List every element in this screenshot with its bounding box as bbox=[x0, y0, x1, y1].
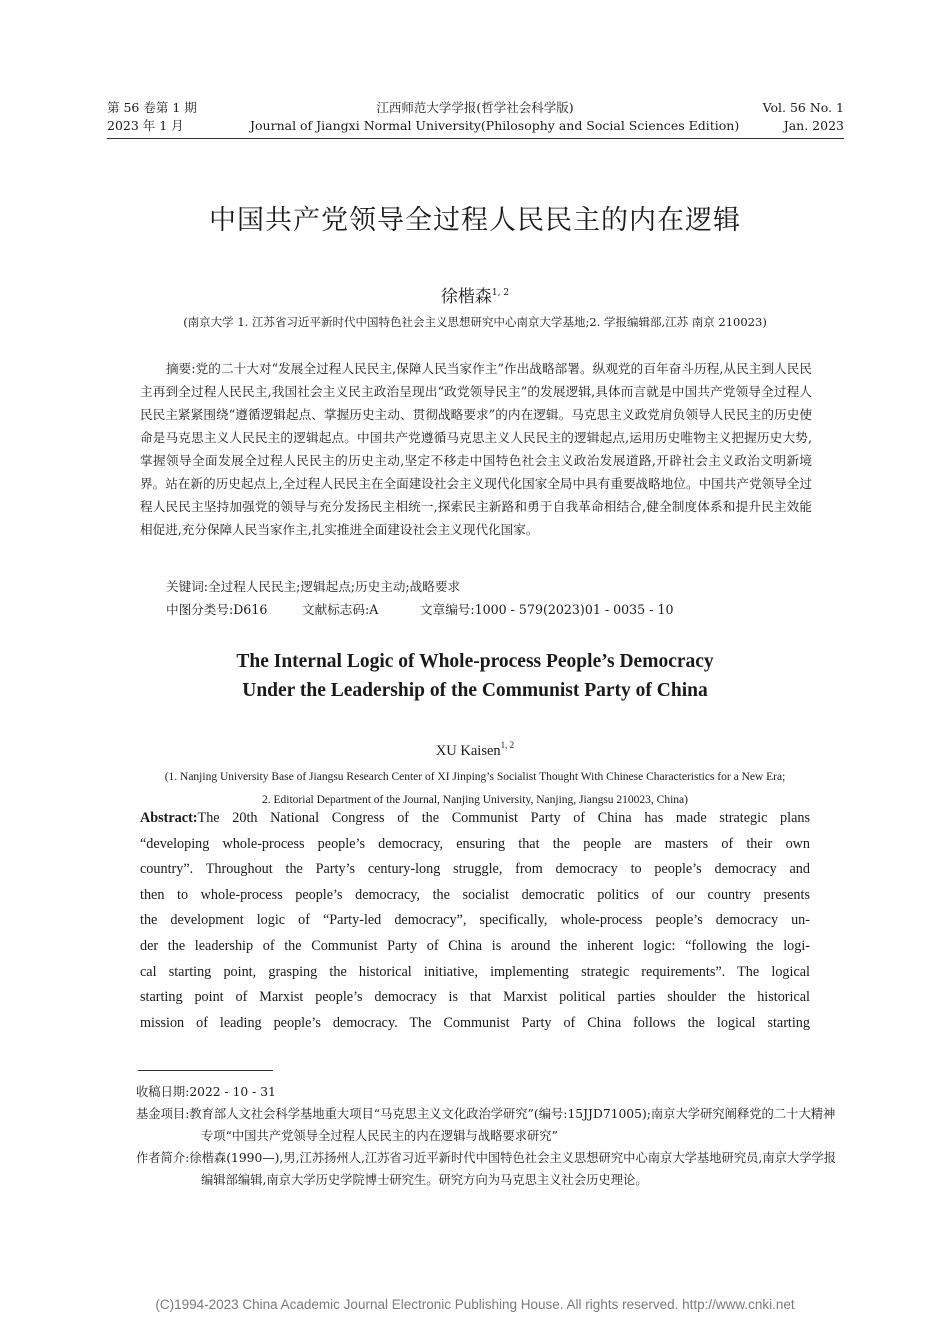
title-en-line2: Under the Leadership of the Communist Party of China bbox=[242, 680, 708, 701]
abstract-cn-text: 摘要:党的二十大对“发展全过程人民民主,保障人民当家作主”作出战略部署。纵观党的百年奋斗历程,从民主到人民民主再到全过程人民民主,我国社会主义民主政治呈现出“政党领导民主”的发展逻辑,具体而言就是中国共产党领导全过程人民民主紧紧围绕“遵循逻辑起点、掌握历史主动、贯彻战略要求”的内在逻辑。马克思主义政党肩负领导人民民主的历史使命是马克思主义人民民主的逻辑起点。中国共产党遵循马克思主义人民民主的逻辑起点,运用历史唯物主义把握历史大势,掌握领导全面发展全过程人民民主的历史主动,坚定不移走中国特色社会主义政治发展道路,开辟社会主义政治文明新境界。站在新的历史起点上,全过程人民民主在全面建设社会主义现代化国家全局中具有重要战略地位。中国共产党领导全过程人民民主坚持加强党的领导与充分发扬民主相统一,探索民主新路和勇于自我革命相结合,健全制度体系和提升民主效能相促进,充分保障人民当家作主,扎实推进全面建设社会主义现代化国家。 bbox=[140, 361, 812, 537]
author-cn-sup: 1, 2 bbox=[491, 288, 510, 298]
clc-number: 中图分类号:D616 bbox=[166, 602, 268, 617]
title-en bbox=[0, 647, 950, 705]
abstract-en-line: “developing whole-process people’s democracy, ensuring that the people are masters of their own bbox=[140, 835, 810, 852]
copyright-footer: (C)1994-2023 China Academic Journal Electronic Publishing House. All rights reserved. http://www.cnki.net bbox=[155, 1297, 795, 1312]
fund-info bbox=[136, 1103, 846, 1147]
abstract-en-line: mission of leading people’s democracy. The Communist Party of China follows the logical starting bbox=[140, 1014, 810, 1031]
abstract-cn bbox=[140, 357, 812, 541]
keywords-cn: 关键词:全过程人民民主;逻辑起点;历史主动;战略要求 bbox=[166, 579, 461, 594]
abstract-en-line: cal starting point, grasping the historical initiative, implementing strategic requirements”. The logical bbox=[140, 963, 810, 980]
author-cn bbox=[0, 282, 950, 307]
author-cn-name: 徐楷森 bbox=[440, 287, 492, 307]
received-date: 收稿日期:2022 - 10 - 31 bbox=[136, 1085, 276, 1099]
footnote-rule bbox=[138, 1070, 273, 1071]
author-en-sup: 1, 2 bbox=[500, 740, 515, 750]
abstract-en-line: starting point of Marxist people’s democracy is that Marxist political parties shoulder the historical bbox=[140, 989, 810, 1006]
classification bbox=[166, 598, 673, 621]
affiliation-en-line1: (1. Nanjing University Base of Jiangsu Research Center of XI Jinping’s Socialist Thought With Chinese Characteristics for a New Era; bbox=[164, 771, 786, 783]
title-cn: 中国共产党领导全过程人民民主的内在逻辑 bbox=[209, 205, 741, 236]
abstract-en-line: der the leadership of the Communist Party of China is around the inherent logic: “following the logi- bbox=[140, 937, 810, 954]
author-bio bbox=[136, 1147, 846, 1191]
author-bio-text: 作者简介:徐楷森(1990—),男,江苏扬州人,江苏省习近平新时代中国特色社会主义思想研究中心南京大学基地研究员,南京大学学报编辑部编辑,南京大学历史学院博士研究生。研究方向为马克思主义社会历史理论。 bbox=[136, 1151, 837, 1187]
issue-cn: 第 56 卷第 1 期 bbox=[107, 100, 197, 115]
abstract-en bbox=[140, 806, 810, 1036]
date-cn: 2023 年 1 月 bbox=[107, 118, 184, 133]
author-en-name: XU Kaisen bbox=[435, 743, 501, 759]
abstract-en-line: country”. Throughout the Party’s century-long struggle, from democracy to people’s democracy and bbox=[140, 861, 810, 878]
abstract-en-line: then to whole-process people’s democracy, the socialist democratic politics of our country presents bbox=[140, 886, 810, 903]
author-en bbox=[0, 740, 950, 760]
article-number: 文章编号:1000 - 579(2023)01 - 0035 - 10 bbox=[420, 602, 674, 617]
journal-name bbox=[250, 99, 740, 135]
journal-cn: 江西师范大学学报(哲学社会科学版) bbox=[376, 100, 574, 115]
abstract-en-label: Abstract: bbox=[140, 810, 198, 826]
abstract-en-line: Abstract:The 20th National Congress of the Communist Party of China has made strategic plans bbox=[140, 810, 810, 826]
issue-info bbox=[107, 99, 197, 135]
volume-info bbox=[763, 99, 844, 135]
journal-en: Journal of Jiangxi Normal University(Philosophy and Social Sciences Edition) bbox=[250, 118, 740, 133]
affiliation-cn: (南京大学 1. 江苏省习近平新时代中国特色社会主义思想研究中心南京大学基地;2. 学报编辑部,江苏 南京 210023) bbox=[183, 315, 767, 329]
date-en: Jan. 2023 bbox=[783, 118, 844, 133]
header-rule bbox=[107, 138, 844, 139]
abstract-en-line: the development logic of “Party-led democracy”, specifically, whole-process people’s democracy un- bbox=[140, 912, 810, 929]
vol-en: Vol. 56 No. 1 bbox=[762, 100, 844, 115]
document-code: 文献标志码:A bbox=[302, 602, 379, 617]
affiliation-en-line2: 2. Editorial Department of the Journal, Nanjing University, Nanjing, Jiangsu 210023, China) bbox=[262, 794, 688, 806]
title-en-line1: The Internal Logic of Whole-process People’s Democracy bbox=[236, 651, 714, 672]
fund-text: 基金项目:教育部人文社会科学基地重大项目“马克思主义文化政治学研究”(编号:15JJD71005);南京大学研究阐释党的二十大精神专项“中国共产党领导全过程人民民主的内在逻辑与战略要求研究” bbox=[136, 1107, 836, 1143]
